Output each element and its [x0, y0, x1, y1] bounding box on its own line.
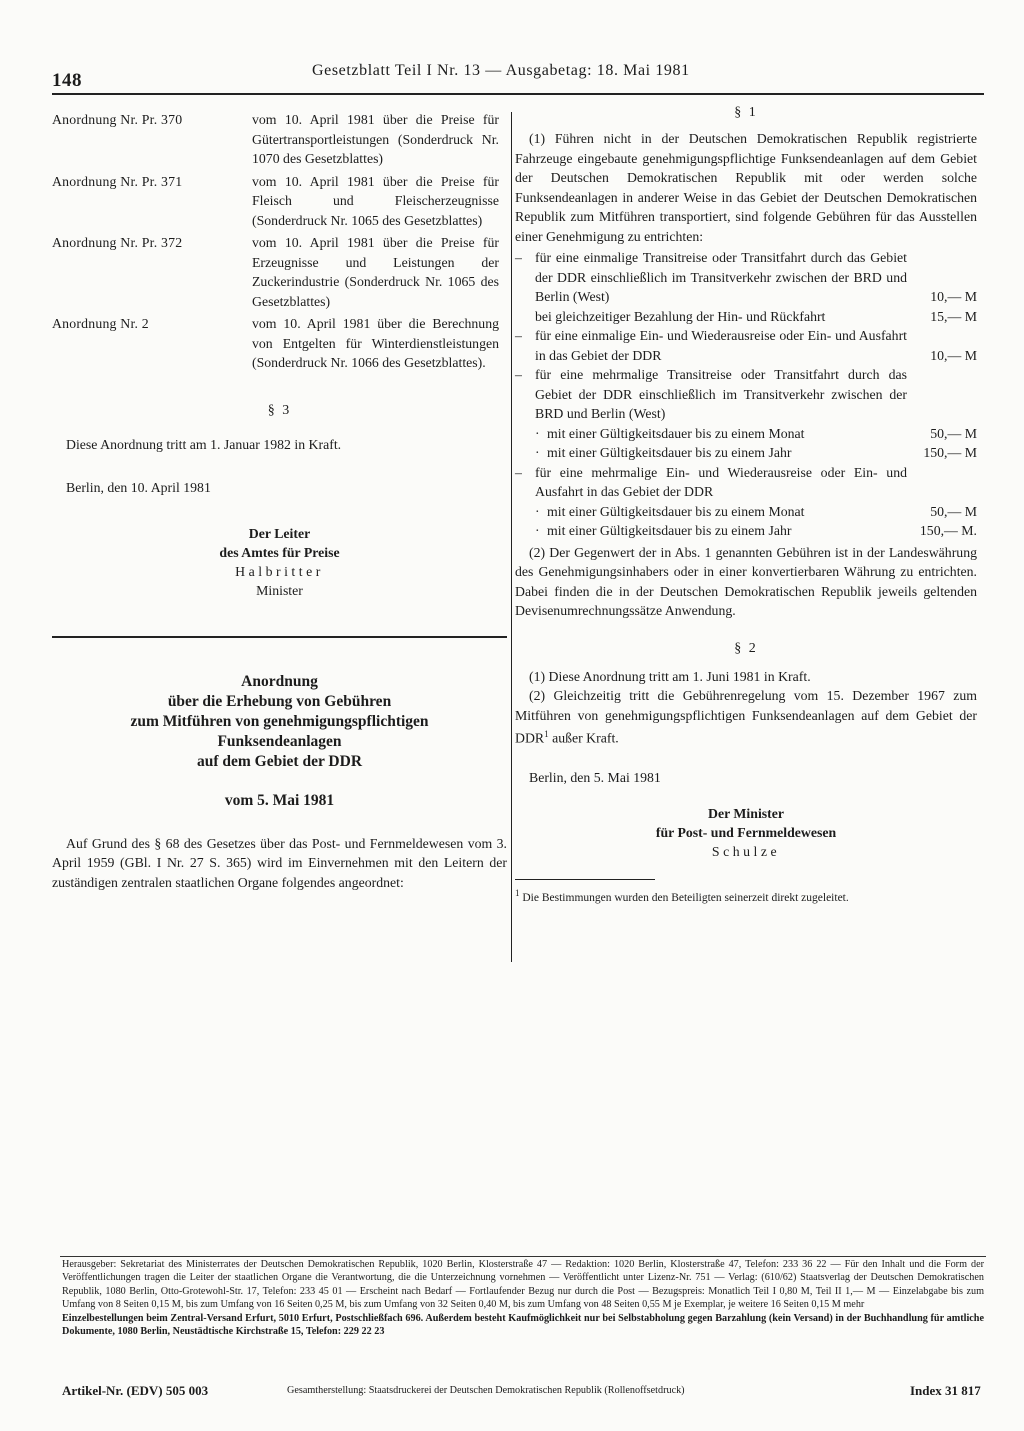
fee-amount: 10,— M — [930, 289, 977, 304]
fee-item — [515, 365, 977, 463]
signatory-title: Minister — [256, 582, 303, 598]
dash-marker: – — [515, 250, 522, 265]
title-line: Funksendeanlagen — [217, 732, 342, 750]
signatory-name: Halbritter — [235, 563, 324, 579]
section-2-paragraph-2-text: (2) Gleichzeitig tritt die Gebührenregelung vom 15. Dezember 1967 zum Mitführen von genehmigungspflichtigen Funksendeanlagen auf dem Gebiet der DDR — [515, 688, 977, 746]
footnote-reference: 1 — [544, 729, 549, 739]
fee-amount: 150,— M — [923, 445, 977, 460]
fee-amount: 150,— M. — [919, 523, 977, 538]
fee-item — [515, 463, 977, 541]
fee-item — [515, 326, 977, 365]
imprint-rule — [60, 1256, 986, 1257]
reference-description: vom 10. April 1981 über die Berechnung von Entgelten für Winterdienstleistungen (Sonderdruck Nr. 1066 des Gesetzblattes). — [252, 316, 499, 370]
header-rule — [52, 93, 984, 95]
fee-amount: 15,— M — [930, 308, 977, 324]
ordinance-title — [52, 672, 507, 772]
left-column — [52, 110, 507, 892]
fee-amount: 50,— M — [930, 503, 977, 519]
reference-description: vom 10. April 1981 über die Preise für Erzeugnisse und Leistungen der Zuckerindustrie (Sonderdruck Nr. 1065 des Gesetzblattes) — [252, 235, 499, 309]
fee-description: bei gleichzeitiger Bezahlung der Hin- und Rückfahrt — [535, 308, 826, 324]
paragraph-2: (2) Der Gegenwert der in Abs. 1 genannten Gebühren ist in der Landeswährung des Genehmigungsinhabers oder in einer konvertierbaren Währung zu entrichten. Dabei finden die in der Deutschen Demokratischen Republik jeweils geltenden Devisenumrechnungssätze Anwendung. — [515, 544, 977, 618]
title-line: auf dem Gebiet der DDR — [196, 752, 363, 770]
preamble: Auf Grund des § 68 des Gesetzes über das Post- und Fernmeldewesen vom 3. April 1959 (GBl. I Nr. 27 S. 365) wird im Einvernehmen mit den Leitern der zuständigen zentralen staatlichen Organe folgendes angeordnet: — [52, 835, 507, 890]
section-2-paragraph-2 — [515, 686, 977, 748]
section-2-paragraph-1: (1) Diese Anordnung tritt am 1. Juni 1981 in Kraft. — [529, 668, 811, 684]
reference-row — [52, 110, 507, 169]
fee-description: für eine mehrmalige Ein- und Wiederausreise oder Ein- und Ausfahrt in das Gebiet der DDR — [535, 464, 907, 499]
place-date: Berlin, den 10. April 1981 — [66, 480, 211, 495]
reference-name: Anordnung Nr. 2 — [52, 316, 149, 331]
title-line: zum Mitführen von genehmigungspflichtigen — [130, 712, 429, 730]
ordinance-date: vom 5. Mai 1981 — [224, 791, 335, 809]
reference-row — [52, 233, 507, 311]
dash-marker: – — [515, 464, 522, 480]
imprint — [62, 1258, 984, 1338]
footnote-text: Die Bestimmungen wurden den Beteiligten seinerzeit direkt zugeleitet. — [519, 891, 849, 904]
bullet-marker: · — [535, 503, 540, 519]
signatory-name: Schulze — [711, 843, 781, 859]
page-number: 148 — [52, 70, 82, 91]
index-number: Index 31 817 — [910, 1383, 981, 1398]
article-number: Artikel-Nr. (EDV) 505 003 — [62, 1383, 209, 1398]
title-line: Anordnung — [241, 672, 318, 690]
fee-sub-description: mit einer Gültigkeitsdauer bis zu einem Jahr — [547, 445, 792, 460]
dash-marker: – — [515, 328, 522, 343]
title-line: über die Erhebung von Gebühren — [167, 692, 392, 710]
fee-sub-description: mit einer Gültigkeitsdauer bis zu einem Monat — [547, 503, 805, 519]
imprint-text: Herausgeber: Sekretariat des Ministerrates der Deutschen Demokratischen Republik, 1020 Berlin, Klosterstraße 47 — Redaktion: 1020 Berlin, Klosterstraße 47, Telefon: 233 36 22 — Für den Inhalt und die Form der Veröffentlichungen tragen die Leiter der staatlichen Organe die Verantwortung, die die Unterzeichnung vornehmen — Veröffentlicht unter Lizenz-Nr. 751 — Verlag: (610/62) Staatsverlag der Deutschen Demokratischen Republik, 1080 Berlin, Otto-Grotewohl-Str. 17, Telefon: 233 45 01 — Erscheint nach Bedarf — Fortlaufender Bezug nur durch die Post — Bezugspreis: Monatlich Teil I 0,80 M, Teil II 1,— M — Einzelabgabe bis zum Umfang von 8 Seiten 0,15 M, bis zum Umfang von 16 Seiten 0,25 M, bis zum Umfang von 32 Seiten 0,40 M, bis zum Umfang von 48 Seiten 0,55 M je Exemplar, je weitere 16 Seiten 0,15 M mehr — [62, 1259, 984, 1311]
reference-name: Anordnung Nr. Pr. 372 — [52, 235, 183, 250]
paragraph-1: (1) Führen nicht in der Deutschen Demokratischen Republik registrierte Fahrzeuge eingebaute genehmigungspflichtige Funksendeanlagen auf dem Gebiet der Deutschen Demokratischen Republik mit oder werden solche Funksendeanlagen in anderer Weise in das Gebiet der Deutschen Demokratischen Republik zum Mitführen transportiert, sind folgende Gebühren für das Ausstellen einer Genehmigung zu entrichten: — [515, 131, 977, 244]
section-2-heading: § 2 — [734, 640, 758, 656]
section-3-heading: § 3 — [267, 402, 292, 418]
section-1-heading: § 1 — [734, 105, 758, 120]
fee-item — [515, 248, 977, 326]
reference-row — [52, 172, 507, 231]
bullet-marker: · — [535, 425, 540, 441]
dash-marker: – — [515, 367, 522, 382]
bullet-marker: · — [535, 523, 540, 538]
fee-sub-description: mit einer Gültigkeitsdauer bis zu einem Jahr — [547, 523, 792, 538]
imprint-ordering-info: Einzelbestellungen beim Zentral-Versand Erfurt, 5010 Erfurt, Postschließfach 696. Außerdem besteht Kaufmöglichkeit nur bei Selbstabholung gegen Barzahlung (kein Versand) in der Buchhandlung für amtliche Dokumente, 1080 Berlin, Neustädtische Kirchstraße 15, Telefon: 229 22 23 — [62, 1312, 984, 1338]
bullet-marker: · — [535, 445, 540, 460]
signatory-office: des Amtes für Preise — [219, 544, 340, 560]
reference-name: Anordnung Nr. Pr. 370 — [52, 112, 183, 127]
fee-amount: 50,— M — [930, 425, 977, 441]
section-rule — [52, 636, 507, 638]
column-divider — [511, 112, 512, 962]
fee-sub-description: mit einer Gültigkeitsdauer bis zu einem Monat — [547, 425, 805, 441]
footnote-rule — [515, 879, 655, 880]
signatory-office: für Post- und Fernmeldewesen — [655, 824, 837, 840]
footnote — [515, 886, 977, 905]
right-column — [515, 105, 977, 904]
signatory-office: Der Leiter — [248, 525, 311, 541]
reference-description: vom 10. April 1981 über die Preise für Gütertransportleistungen (Sonderdruck Nr. 1070 des Gesetzblattes) — [252, 112, 499, 166]
fee-description: für eine einmalige Ein- und Wiederausreise oder Ein- und Ausfahrt in das Gebiet der DDR — [535, 328, 907, 363]
section-2-paragraph-2-end: außer Kraft. — [548, 730, 619, 746]
signatory-office: Der Minister — [708, 805, 784, 821]
fee-description: für eine einmalige Transitreise oder Transitfahrt durch das Gebiet der DDR einschließlich im Transitverkehr zwischen der BRD und Berlin (West) — [535, 250, 907, 304]
signature-block — [515, 804, 977, 861]
signature-block — [52, 524, 507, 600]
reference-row — [52, 314, 507, 373]
reference-name: Anordnung Nr. Pr. 371 — [52, 173, 183, 189]
running-head: Gesetzblatt Teil I Nr. 13 — Ausgabetag: 18. Mai 1981 — [312, 62, 690, 79]
fee-amount: 10,— M — [930, 347, 977, 363]
footnote-mark: 1 — [515, 887, 520, 898]
place-date: Berlin, den 5. Mai 1981 — [529, 770, 661, 786]
printer-line: Gesamtherstellung: Staatsdruckerei der Deutschen Demokratischen Republik (Rollenoffsetdruck) — [287, 1385, 685, 1396]
section-3-text: Diese Anordnung tritt am 1. Januar 1982 in Kraft. — [66, 436, 342, 452]
fee-description: für eine mehrmalige Transitreise oder Transitfahrt durch das Gebiet der DDR einschließlich im Transitverkehr zwischen der BRD und Berlin (West) — [535, 367, 907, 421]
reference-description: vom 10. April 1981 über die Preise für Fleisch und Fleischerzeugnisse (Sonderdruck Nr. 1065 des Gesetzblattes) — [252, 173, 499, 228]
